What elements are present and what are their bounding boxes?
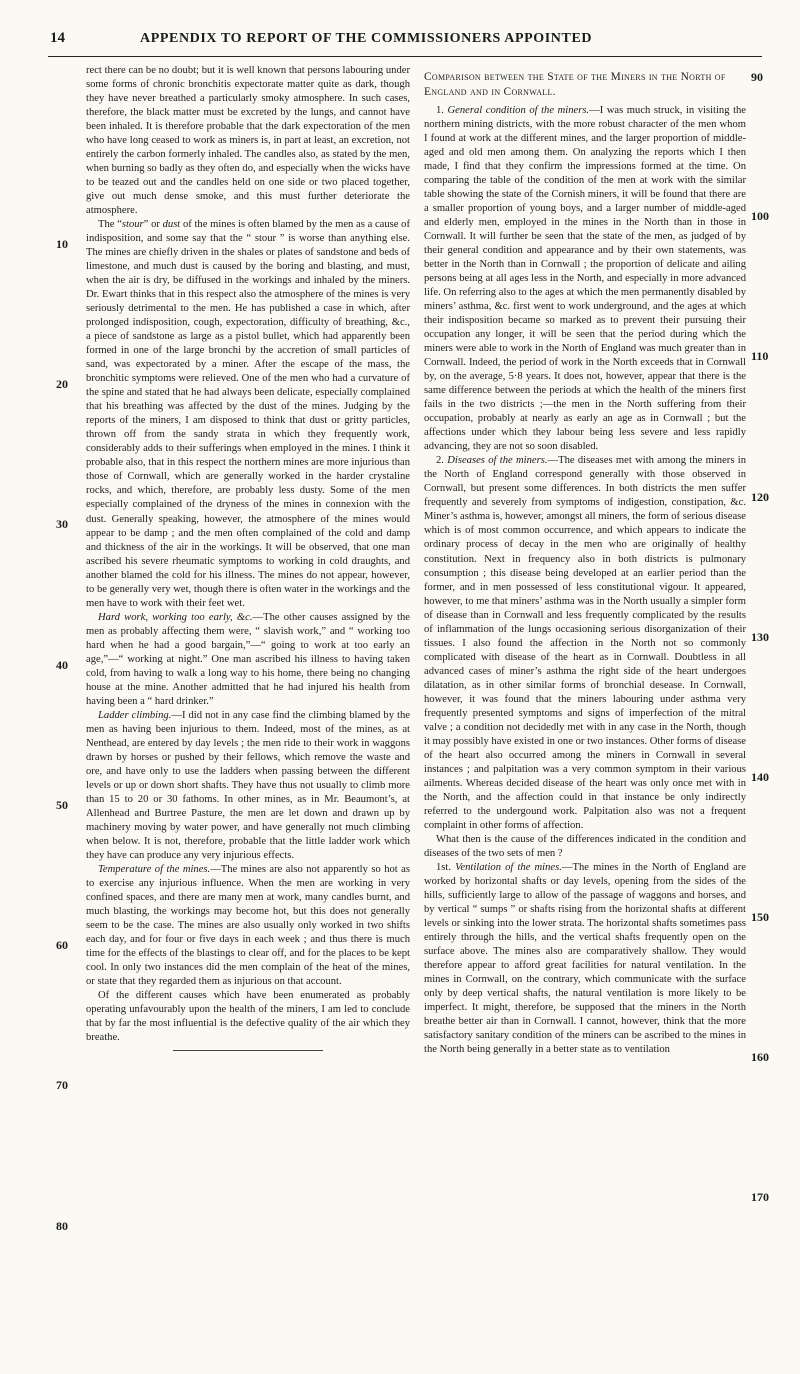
paragraph: Of the different causes which have been enumerated as probably operating unfavourably upon the health of the miners, I am led to conclude that by far the most influential is the defective quality of the air which they breathe. [86, 990, 410, 1044]
line-number: 130 [751, 630, 769, 644]
paragraph: 1. General condition of the miners.—I was much struck, in visiting the northern mining districts, with the more robust character of the men whom I found at work at the different mines, and the larger proportion of middle-aged and old men among them. On analyzing the reports which I then made, I find that they confirm the impressions formed at the time. On comparing the table of the condition of the men at work with the similar table showing the state of the Cornish miners, it will be found that there are a smaller proportion of young boys, and a larger number of middle-aged and elderly men, employed in the mines in the North than in those in Cornwall. It will further be seen that the state of the men, as judged of by their general condition and appearance and by their own statements, was better in the North than in Cornwall ; the proportion of delicate and ailing persons being at all ages less in the North, and especially in more advanced life. On referring also to the ages at which the men permanently disabled by miners’ asthma, &c. first went to work underground, and the ages at which their indisposition became so marked as to prevent their pursuing their occupation any longer, it will be seen that the period during which the miners were able to work in the North of England was much greater than in Cornwall. Indeed, the period of work in the North exceeds that in Cornwall by, on the average, 5·8 years. It does not, however, appear that there is the same difference between the periods at which the health of the miners first fails in the two districts ;—the men in the North suffering from their occupation, probably at nearly as early an age as in Cornwall ; but the affections under which they labour being less severe and less rapidly advancing, they are not so soon disabled. [424, 105, 747, 453]
line-number: 100 [751, 209, 769, 223]
paragraph: Ladder climbing.—I did not in any case find the climbing blamed by the men as having been injurious to them. Indeed, most of the mines, as at Nenthead, are entered by day levels ; the men ride to their work in waggons drawn by horses or pushed by their fellows, which remove the waste and ore, and have only to use the ladders when passing between the different levels or up or down short shafts. They have thus not usually to climb more than 15 to 20 or 30 fathoms. In other mines, as in Mr. Beaumont’s, at Allenhead and Burtree Pasture, the men are let down and drawn up by machinery moving by water power, and have generally not much climbing when below. It is not, therefore, probable that the little ladder work which they have can produce any very injurious effects. [86, 709, 410, 861]
page-header [50, 30, 760, 50]
term: dust [162, 219, 181, 231]
line-number: 60 [56, 938, 68, 952]
line-number: 120 [751, 490, 769, 504]
left-column [86, 64, 410, 1051]
paragraph-title: Diseases of the miners. [447, 455, 548, 467]
page-number: 14 [50, 30, 65, 46]
paragraph: 1st. Ventilation of the mines.—The mines in the North of England are worked by horizontal shafts or day levels, opening from the sides of the hills, sufficiently large to allow of the passage of waggons and horses, and by vertical “ sumps ” or shafts rising from the horizontal shafts at different levels or sinking into the lower strata. The horizontal shafts sometimes pass entirely through the hills, and the vertical shafts frequently open on the surface above. The mines also are comparatively shallow. They would therefore appear to afford great facilities for natural ventilation. In the mines in Cornwall, on the contrary, which communicate with the surface only by deep vertical shafts, the natural ventilation is more likely to be imperfect. It might, therefore, be supposed that the miners in the North breathe better air than in Cornwall. I cannot, however, think that the more satisfactory sanitary condition of the miners can be ascribed to the mines in the North being generally in a better state as to ventilation [424, 861, 746, 1056]
line-number: 160 [751, 1050, 769, 1064]
paragraph: Hard work, working too early, &c.—The other causes assigned by the men as probably affecting them were, “ slavish work,” and “ working too hard when he had a good bargain,”—“ going to work at too early an age,”—“ working at night.” One man ascribed his illness to having taken cold, from having to walk a long way to his home, there being no changing house at the mine. Another admitted that he had injured his health from having been a “ hard drinker.” [86, 611, 410, 707]
paragraph-title: Ladder climbing. [98, 709, 172, 721]
section-heading: Comparison between the State of the Miners in the North of England and in Cornwall. [424, 71, 726, 98]
line-number: 90 [751, 70, 763, 84]
line-number: 150 [751, 910, 769, 924]
line-number: 50 [56, 798, 68, 812]
line-number: 80 [56, 1219, 68, 1233]
paragraph-title: Temperature of the mines. [98, 863, 211, 875]
line-number: 40 [56, 658, 68, 672]
line-number: 20 [56, 377, 68, 391]
paragraph: Temperature of the mines.—The mines are also not apparently so hot as to exercise any injurious influence. When the men are working in very confined spaces, and there are many men at work, many candles burnt, and much blasting, the workings may become hot, but this does not generally seem to be the case. The mines are also usually only worked in two shifts each day, and for four or five days in each week ; and thus there is much time for the effects of the blastings to clear off, and for the places to be kept cool. In only two instances did the men complain of the heat of the mines, or state that they regarded them as injurious on that account. [86, 863, 410, 988]
paragraph: What then is the cause of the differences indicated in the condition and diseases of the two sets of men ? [424, 833, 746, 859]
running-title: APPENDIX TO REPORT OF THE COMMISSIONERS APPOINTED [140, 31, 593, 46]
line-number: 170 [751, 1190, 769, 1204]
paragraph-title: General condition of the miners. [447, 105, 590, 116]
section-divider [173, 1050, 323, 1051]
paragraph: 2. Diseases of the miners.—The diseases met with among the miners in the North of England correspond generally with those observed in Cornwall, but present some differences. In both districts the men suffer frequently and severely from symptoms of indigestion, constipation, &c. Miner’s asthma is, however, amongst all miners, the form of serious disease which is of most common occurrence, and which appears to indicate the ordinary process of decay in the men who are originally of healthy constitution. Next in frequency also in both districts is pulmonary consumption ; this disease being developed at an earlier period than the former, and in men possessed of less constitutional vigour. It appeared, however, to me that miners’ asthma was in the North usually a simpler form of disease than in Cornwall and less frequently complicated by the results of inflammation of the lungs occasioning serious disorganization of their tissues. I also found the affection in the North not so commonly complicated with disease of the heart as in Cornwall. Doubtless in all advanced cases of miner’s asthma the right side of the heart undergoes dilatation, as in other similar forms of bronchial desease. In Cornwall, however, it was found that the miners labouring under asthma very frequently presented symptoms and signs of imperfection of the mitral valve ; a condition not decidedly met with in any case in the North, though it may possibly have existed in one or two instances. Other forms of disease of the heart also occurred among the miners in Cornwall in several instances ; and palpitation was a very common symptom in their various ailments. Whereas decided disease of the heart was only once met with in the North, and the affection could in that instance be only indirectly referred to the undergound work. Palpitation also was not a frequent complaint in other forms of affection. [424, 455, 747, 831]
right-column [424, 64, 746, 1057]
line-number: 110 [751, 349, 769, 363]
header-rule [48, 56, 762, 57]
line-number: 140 [751, 770, 769, 784]
line-number: 10 [56, 237, 68, 251]
paragraph-title: Hard work, working too early, &c. [98, 611, 253, 623]
line-number: 30 [56, 517, 68, 531]
line-number: 70 [56, 1078, 68, 1092]
paragraph-title: Ventilation of the mines. [455, 861, 562, 873]
term: stour [121, 219, 144, 231]
paragraph: The “stour” or dust of the mines is often blamed by the men as a cause of indisposition, and some say that the “ stour ” is worse than anything else. The mines are chiefly driven in the shales or plates of sandstone and beds of limestone, and much dust is caused by the boring and blasting, and must, when the air is dry, be diffused in the workings and inhaled by the miners. Dr. Ewart thinks that in this respect also the atmosphere of the mines is very seriously detrimental to the men. He has published a case in which, after prolonged indisposition, cough, expectoration, difficulty of breathing, &c., a piece of sandstone as large as a pistol bullet, which had apparently been formed in one of the large bronchi by the accretion of small particles of sand, was expectorated by a miner. After the escape of the mass, the bronchitic symptoms were relieved. One of the men who had a curvature of the spine and stated that he had always been delicate, especially complained that his breathing was affected by the dust of the mines. Judging by the reports of the miners, I am disposed to think that dust or gritty particles, thrown off from the sandy strata in which they frequently work, considerably adds to their sufferings when employed in the mines. I think it probable also, that in this respect the northern mines are more injurious than those of Cornwall, which are generally worked in the harder crystaline rocks, and which, therefore, are probably less dusty. Some of the men especially complained of the dryness of the mines in connexion with the dust. Generally speaking, however, the atmosphere of the mines would appear to be damp ; and the men often complained of the cold and damp and thickness of the air in the workings. It will be observed, that one man ascribed his severe rheumatic symptoms to working in cold draughts, and another blamed the cold for his illness. The mines do not appear, however, to be generally very wet, though there is often water in the workings and the men have to work with their feet wet. [86, 219, 411, 609]
paragraph: rect there can be no doubt; but it is well known that persons labouring under some forms of chronic bronchitis expectorate matter quite as dark, though they have never breathed a particularly smoky atmosphere. In such cases, therefore, the black matter must be excreted by the lungs, and cannot have been inhaled. It is therefore probable that the dark expectoration of the men who have long ceased to work as miners is, in part at least, an excretion, not entirely the carbon formerly inhaled. The candles also, as stated by the men, when burning so badly as they often do, and especially when the wicks have to be teazed out and the candles held on one side or two placed together, give out much dense smoke, and this must further deteriorate the atmosphere. [86, 65, 410, 217]
